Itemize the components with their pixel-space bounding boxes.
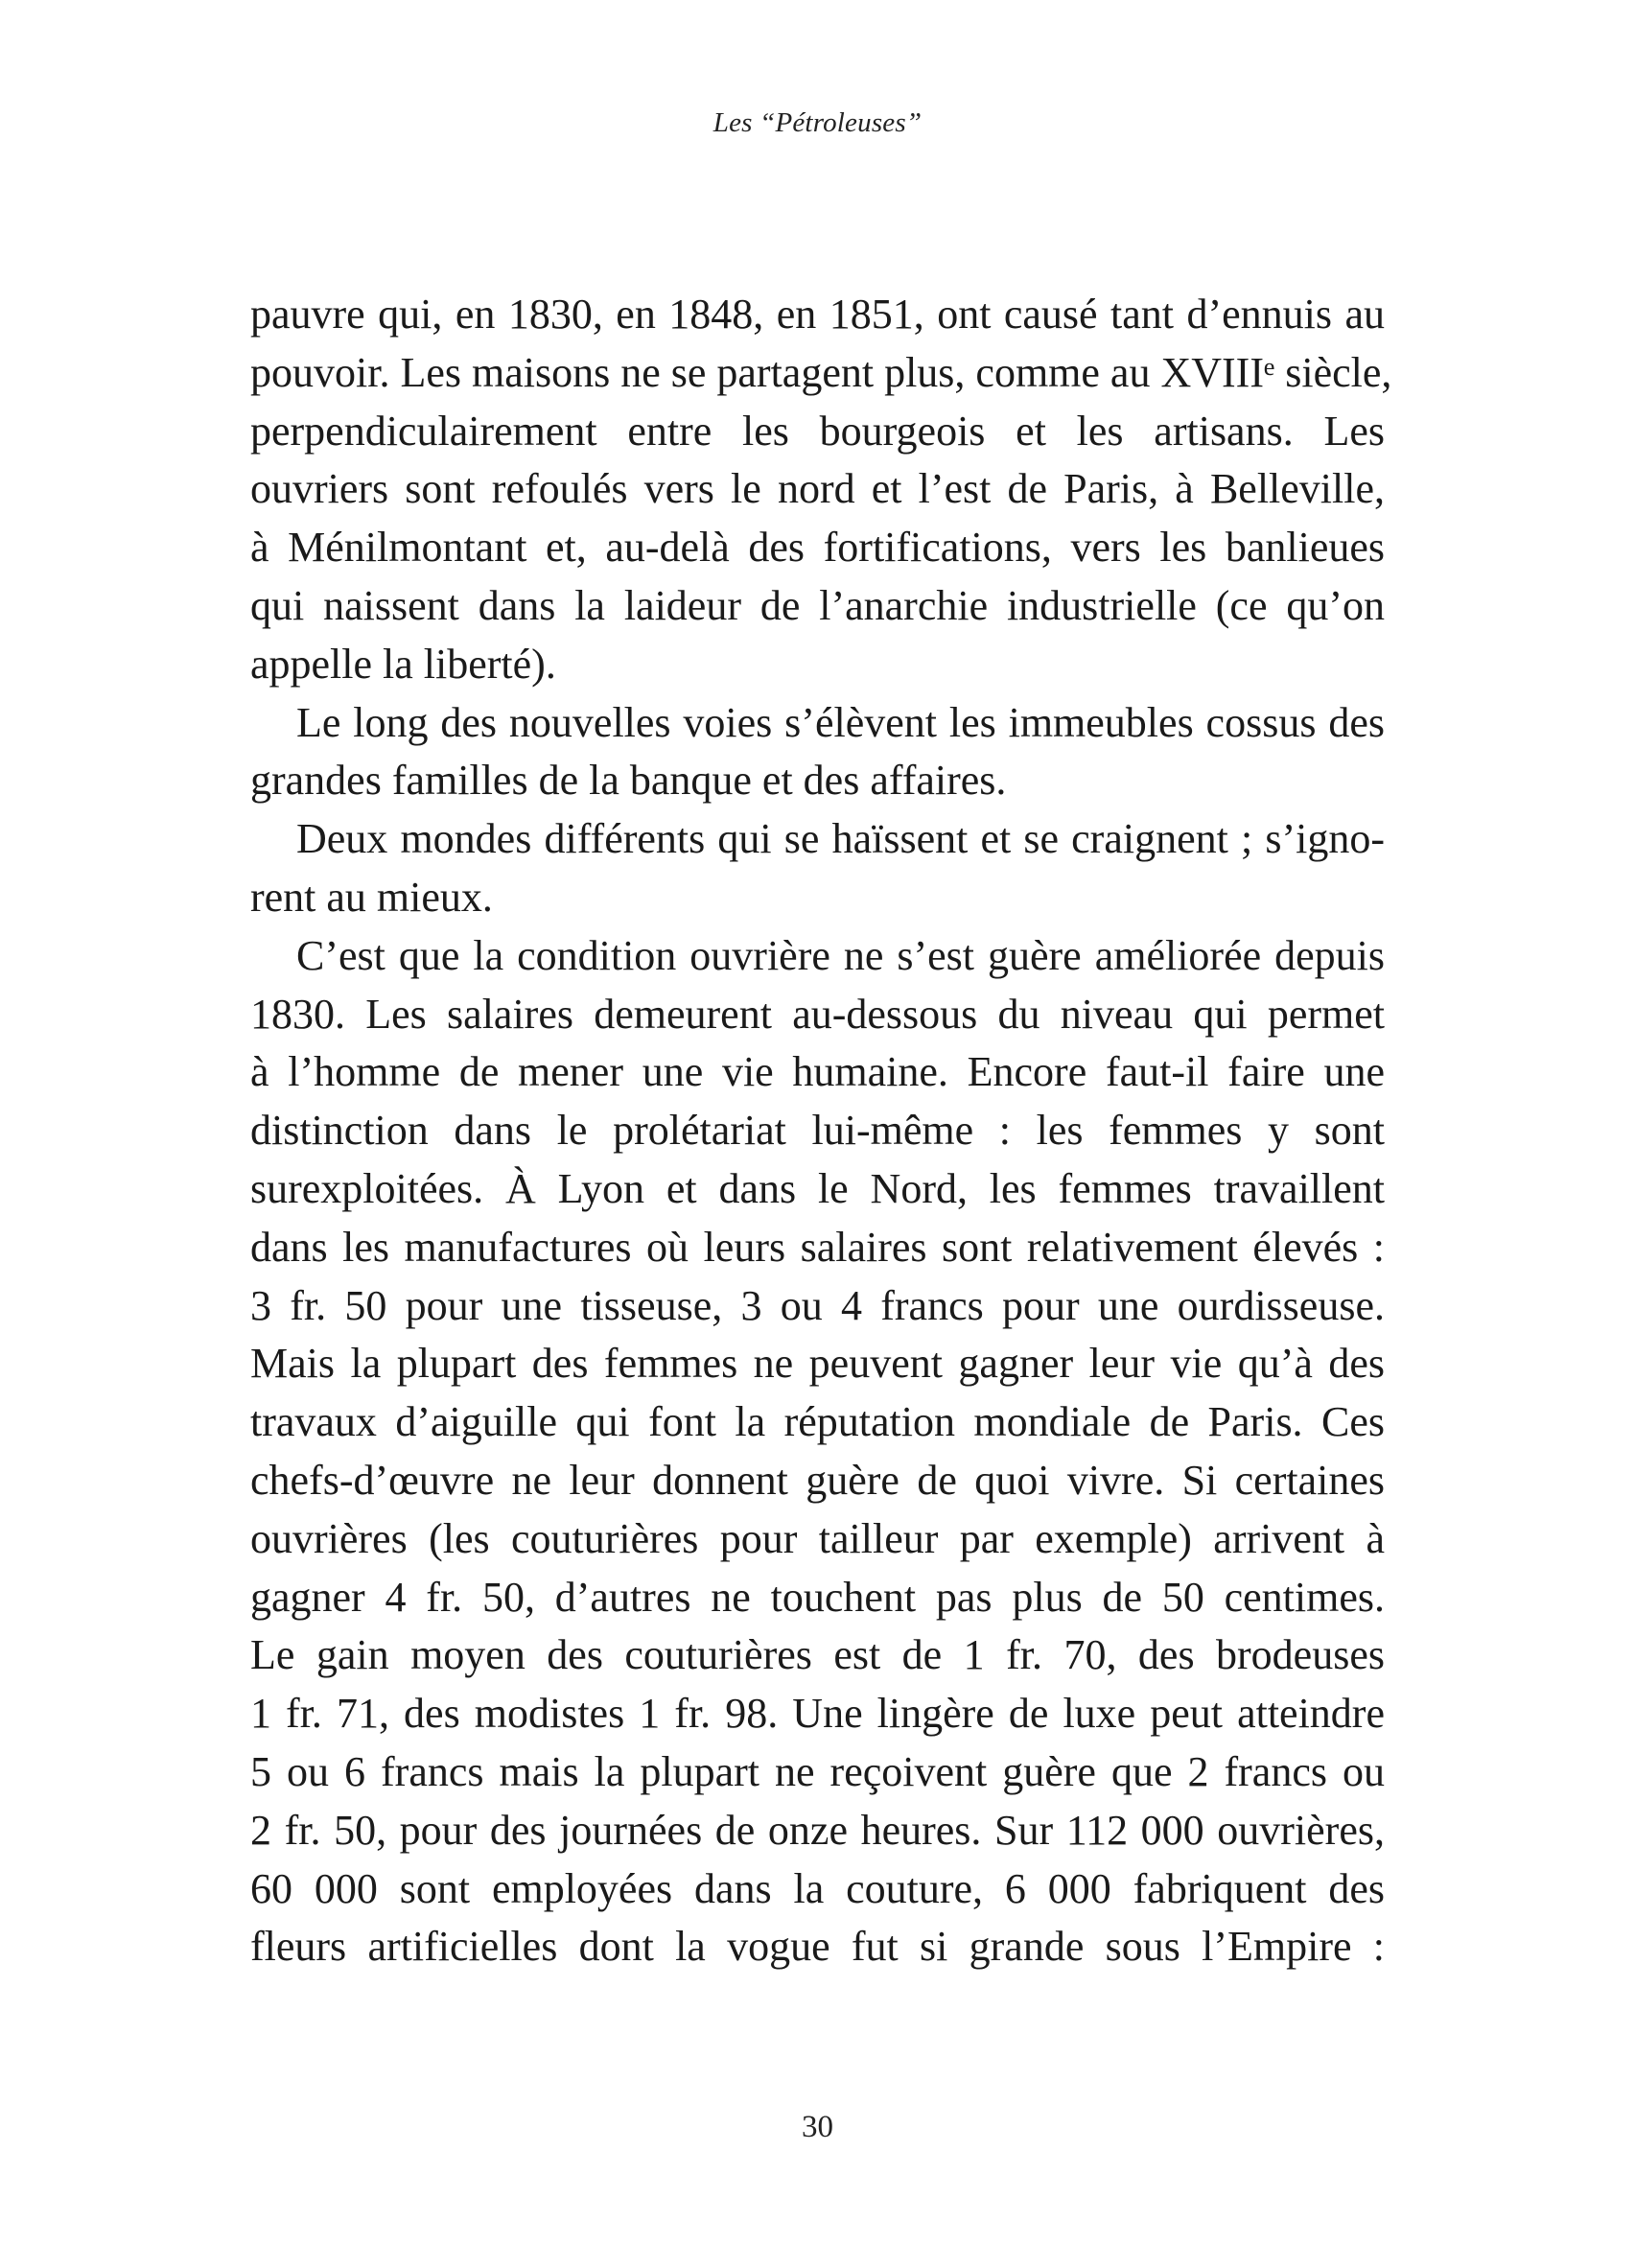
body-text: [250, 286, 1392, 1976]
text-line: Deux mondes différents qui se haïssent et se craignent ; s’igno-: [296, 815, 1385, 863]
text-line: à l’homme de mener une vie humaine. Encore faut-il faire une: [250, 1048, 1385, 1096]
running-head: Les “Pétroleuses”: [712, 107, 923, 138]
text-line: 60 000 sont employées dans la couture, 6 000 fabriquent des: [250, 1864, 1385, 1912]
text-line: C’est que la condition ouvrière ne s’est guère améliorée depuis: [296, 931, 1385, 979]
text-line: grandes familles de la banque et des affaires.: [250, 757, 1007, 805]
text-line: surexploitées. À Lyon et dans le Nord, les femmes travaillent: [250, 1164, 1385, 1212]
text-line: Le long des nouvelles voies s’élèvent les immeubles cossus des: [296, 698, 1385, 746]
text-line: 1 fr. 71, des modistes 1 fr. 98. Une lingère de luxe peut atteindre: [250, 1690, 1385, 1738]
page-number: 30: [802, 2110, 833, 2144]
text-line: 2 fr. 50, pour des journées de onze heures. Sur 112 000 ouvrières,: [250, 1806, 1385, 1854]
text-line: 5 ou 6 francs mais la plupart ne reçoivent guère que 2 francs ou: [250, 1747, 1385, 1795]
text-line: travaux d’aiguille qui font la réputation mondiale de Paris. Ces: [250, 1398, 1385, 1446]
text-line: Le gain moyen des couturières est de 1 fr. 70, des brodeuses: [250, 1631, 1385, 1679]
text-line: rent au mieux.: [250, 873, 493, 921]
text-line: Mais la plupart des femmes ne peuvent gagner leur vie qu’à des: [250, 1340, 1385, 1388]
text-line: dans les manufactures où leurs salaires sont relativement élevés :: [250, 1223, 1385, 1271]
text-line: gagner 4 fr. 50, d’autres ne touchent pas plus de 50 centimes.: [250, 1573, 1385, 1621]
text-line: perpendiculairement entre les bourgeois et les artisans. Les: [250, 407, 1385, 455]
text-line: chefs-d’œuvre ne leur donnent guère de quoi vivre. Si certaines: [250, 1456, 1385, 1504]
text-line: pauvre qui, en 1830, en 1848, en 1851, ont causé tant d’ennuis au: [250, 291, 1385, 338]
text-line: ouvrières (les couturières pour tailleur par exemple) arrivent à: [250, 1514, 1385, 1562]
text-line: distinction dans le prolétariat lui-même : les femmes y sont: [250, 1107, 1385, 1155]
text-line: 3 fr. 50 pour une tisseuse, 3 ou 4 francs pour une ourdisseuse.: [250, 1281, 1385, 1329]
text-line: ouvriers sont refoulés vers le nord et l’est de Paris, à Belleville,: [250, 465, 1385, 513]
text-line: à Ménilmontant et, au-delà des fortifications, vers les banlieues: [250, 524, 1385, 572]
text-line: fleurs artificielles dont la vogue fut si grande sous l’Empire :: [250, 1923, 1385, 1971]
text-line: 1830. Les salaires demeurent au-dessous du niveau qui permet: [250, 990, 1385, 1038]
text-line: qui naissent dans la laideur de l’anarchie industrielle (ce qu’on: [250, 581, 1385, 629]
text-line: pouvoir. Les maisons ne se partagent plus, comme au XVIIIᵉ siècle,: [250, 348, 1392, 396]
text-line: appelle la liberté).: [250, 640, 556, 688]
